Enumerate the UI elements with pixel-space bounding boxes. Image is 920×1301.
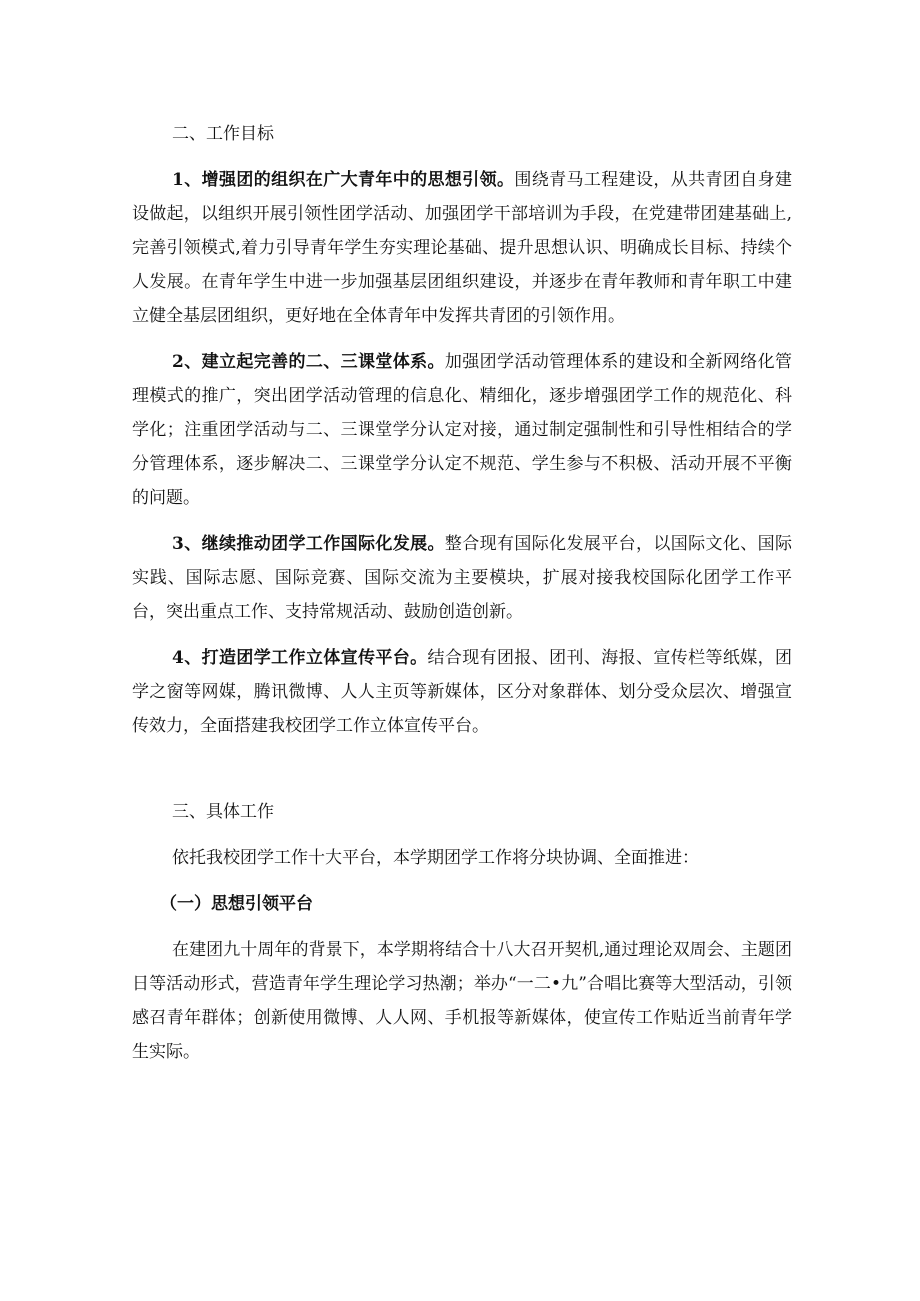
goal-paragraph-1: [132, 163, 792, 333]
goal-paragraph-2: [132, 345, 792, 515]
section-heading-goals: 二、工作目标: [172, 124, 274, 144]
goal-lead-1: 1、增强团的组织在广大青年中的思想引领。: [172, 170, 515, 190]
document-body: [132, 117, 792, 1069]
subsection-heading-ideology: （一）思想引领平台: [160, 894, 313, 914]
goal-body-3: 整合现有国际化发展平台，以国际文化、国际实践、国际志愿、国际竞赛、国际交流为主要模块，扩展对接我校国际化团学工作平台，突出重点工作、支持常规活动、鼓励创造创新。: [132, 534, 793, 622]
ideology-paragraph: 在建团九十周年的背景下，本学期将结合十八大召开契机,通过理论双周会、主题团日等活动形式，营造青年学生理论学习热潮；举办“一二•九”合唱比赛等大型活动，引领感召青年群体；创新使用微博、人人网、手机报等新媒体，使宣传工作贴近当前青年学生实际。: [132, 940, 792, 1062]
tasks-intro: 依托我校团学工作十大平台，本学期团学工作将分块协调、全面推进：: [172, 848, 699, 868]
goal-lead-4: 4、打造团学工作立体宣传平台。: [172, 648, 428, 668]
goal-lead-2: 2、建立起完善的二、三课堂体系。: [172, 352, 445, 372]
goal-paragraph-4: [132, 641, 792, 743]
goal-lead-3: 3、继续推动团学工作国际化发展。: [172, 534, 445, 554]
goal-body-4: 结合现有团报、团刊、海报、宣传栏等纸媒，团学之窗等网媒，腾讯微博、人人主页等新媒体，区分对象群体、划分受众层次、增强宣传效力，全面搭建我校团学工作立体宣传平台。: [132, 648, 793, 736]
goal-body-1: 围绕青马工程建设，从共青团自身建设做起，以组织开展引领性团学活动、加强团学干部培训为手段，在党建带团建基础上,完善引领模式,着力引导青年学生夯实理论基础、提升思想认识、明确成长目标、持续个人发展。在青年学生中进一步加强基层团组织建设，并逐步在青年教师和青年职工中建立健全基层团组织，更好地在全体青年中发挥共青团的引领作用。: [132, 170, 793, 326]
section-heading-tasks: 三、具体工作: [172, 802, 274, 822]
goal-body-2: 加强团学活动管理体系的建设和全新网络化管理模式的推广，突出团学活动管理的信息化、精细化，逐步增强团学工作的规范化、科学化；注重团学活动与二、三课堂学分认定对接，通过制定强制性和引导性相结合的学分管理体系，逐步解决二、三课堂学分认定不规范、学生参与不积极、活动开展不平衡的问题。: [132, 352, 793, 508]
goal-paragraph-3: [132, 527, 792, 629]
